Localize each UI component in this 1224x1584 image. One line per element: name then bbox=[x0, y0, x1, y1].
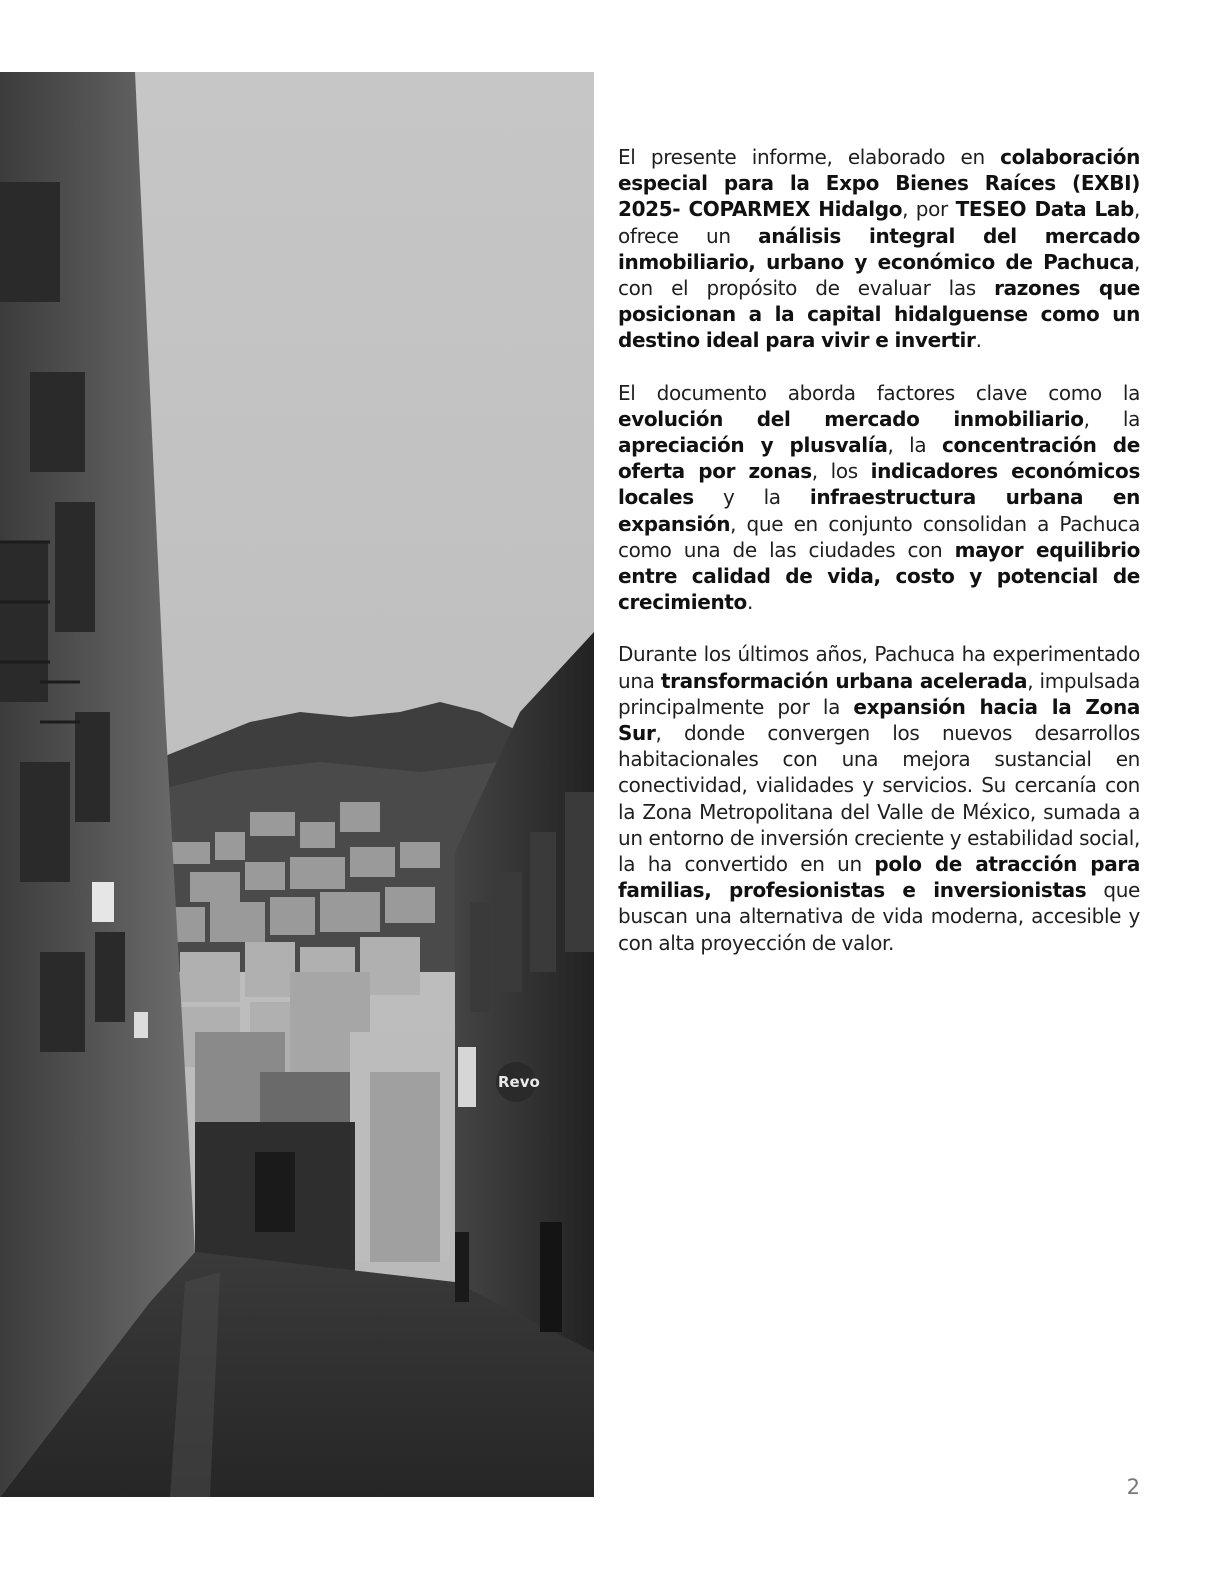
bold-phrase: expansión hacia la Zona Sur bbox=[618, 694, 1140, 746]
paragraph-2 bbox=[618, 380, 1140, 616]
revo-sign-text: Revo bbox=[498, 1073, 540, 1091]
text-run: . bbox=[746, 590, 753, 615]
text-run: , la bbox=[887, 433, 942, 458]
text-run: . bbox=[975, 328, 982, 353]
bold-phrase: indicadores económicos locales bbox=[618, 459, 1140, 510]
text-run: , donde convergen los nuevos desarrollos habitacionales con una mejora sustancial en conectividad, vialidades y servicios. Su cercanía con la Zona Metropolitana del Valle de México, sumada a un entorno de inversión creciente y estabilidad social, la ha convertido en un bbox=[618, 721, 1140, 877]
text-run: El documento aborda factores clave como la bbox=[618, 380, 1140, 405]
street-photo-illustration bbox=[0, 72, 594, 1497]
page-number: 2 bbox=[1126, 1475, 1140, 1499]
bold-phrase: evolución del mercado inmobiliario bbox=[618, 406, 1084, 431]
paragraph-3 bbox=[618, 641, 1140, 955]
bold-phrase: análisis integral del mercado inmobiliario, urbano y económico de Pachuca bbox=[618, 223, 1140, 274]
bold-phrase: infraestructura urbana en expansión bbox=[618, 485, 1140, 536]
bold-phrase: transformación urbana acelerada bbox=[660, 668, 1028, 693]
bold-phrase: mayor equilibrio entre calidad de vida, costo y potencial de crecimiento bbox=[618, 537, 1140, 615]
text-run: que buscan una alternativa de vida moderna, accesible y con alta proyección de valor. bbox=[618, 878, 1140, 955]
bold-phrase: concentración de oferta por zonas bbox=[618, 433, 1140, 484]
text-run: , que en conjunto consolidan a Pachuca como una de las ciudades con bbox=[618, 511, 1140, 562]
text-run: y la bbox=[693, 485, 810, 510]
text-run: Durante los últimos años, Pachuca ha experimentado una bbox=[618, 642, 1140, 693]
paragraph-1 bbox=[618, 144, 1140, 354]
bold-phrase: razones que posicionan a la capital hidalguense como un destino ideal para vivir e invertir bbox=[618, 276, 1140, 353]
text-run: , con el propósito de evaluar las bbox=[618, 249, 1140, 301]
text-run: El presente informe, elaborado en bbox=[618, 145, 1001, 169]
bold-phrase: apreciación y plusvalía bbox=[618, 433, 888, 458]
bold-phrase: TESEO Data Lab bbox=[955, 197, 1134, 222]
text-run: , la bbox=[1083, 406, 1140, 431]
text-run: , por bbox=[902, 197, 956, 222]
street-photo bbox=[0, 72, 594, 1497]
text-run: , los bbox=[811, 459, 871, 484]
text-run: , impulsada principalmente por la bbox=[618, 668, 1140, 719]
bold-phrase: colaboración especial para la Expo Bienes Raíces (EXBI) 2025- COPARMEX Hidalgo bbox=[618, 145, 1140, 222]
text-run: , ofrece un bbox=[618, 197, 1140, 248]
intro-text-column bbox=[618, 144, 1140, 982]
bold-phrase: polo de atracción para familias, profesionistas e inversionistas bbox=[618, 852, 1140, 903]
